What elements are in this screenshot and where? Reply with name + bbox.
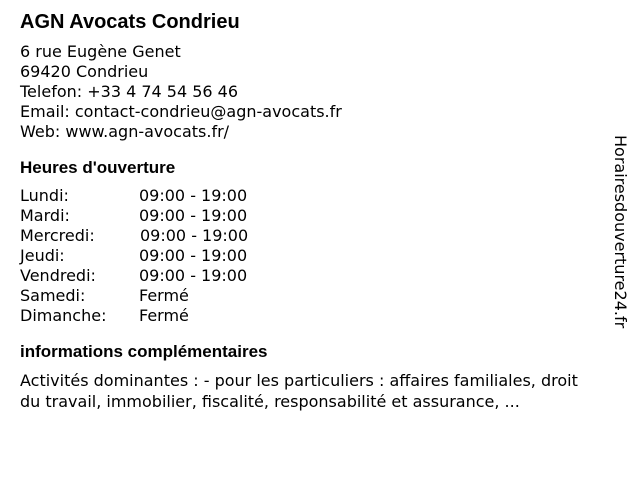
- hours-day: Samedi:: [20, 286, 86, 305]
- website-line[interactable]: Web: www.agn-avocats.fr/: [20, 122, 230, 141]
- hours-day: Vendredi:: [20, 266, 96, 285]
- hours-day: Jeudi:: [20, 246, 65, 265]
- additional-info-text: Activités dominantes : - pour les particuliers : affaires familiales, droit du travail, immobilier, fiscalité, responsabilité et assurance, ...: [20, 371, 578, 411]
- hours-row: [20, 266, 600, 286]
- hours-time: 09:00 - 19:00: [139, 186, 248, 205]
- business-card: [20, 10, 600, 412]
- hours-row: [20, 226, 600, 246]
- hours-day: Mercredi:: [20, 226, 95, 245]
- hours-time: Fermé: [139, 306, 189, 325]
- business-name: AGN Avocats Condrieu: [20, 11, 240, 33]
- hours-day: Lundi:: [20, 186, 69, 205]
- hours-time: Fermé: [139, 286, 189, 305]
- phone-line[interactable]: Telefon: +33 4 74 54 56 46: [20, 82, 239, 101]
- hours-day: Dimanche:: [20, 306, 107, 325]
- additional-info-heading: informations complémentaires: [20, 342, 268, 361]
- hours-day: Mardi:: [20, 206, 70, 225]
- hours-time: 09:00 - 19:00: [139, 206, 248, 225]
- hours-row: [20, 186, 600, 206]
- opening-hours-table: [20, 186, 600, 326]
- address-street: 6 rue Eugène Genet: [20, 42, 181, 61]
- hours-time: 09:00 - 19:00: [140, 226, 249, 245]
- hours-row: [20, 306, 600, 326]
- hours-row: [20, 206, 600, 226]
- address-city: 69420 Condrieu: [20, 62, 149, 81]
- hours-row: [20, 246, 600, 266]
- hours-time: 09:00 - 19:00: [139, 246, 248, 265]
- site-watermark: Horairesdouverture24.fr: [611, 135, 630, 329]
- opening-hours-heading: Heures d'ouverture: [20, 158, 176, 177]
- email-line[interactable]: Email: contact-condrieu@agn-avocats.fr: [20, 102, 342, 121]
- hours-time: 09:00 - 19:00: [139, 266, 248, 285]
- hours-row: [20, 286, 600, 306]
